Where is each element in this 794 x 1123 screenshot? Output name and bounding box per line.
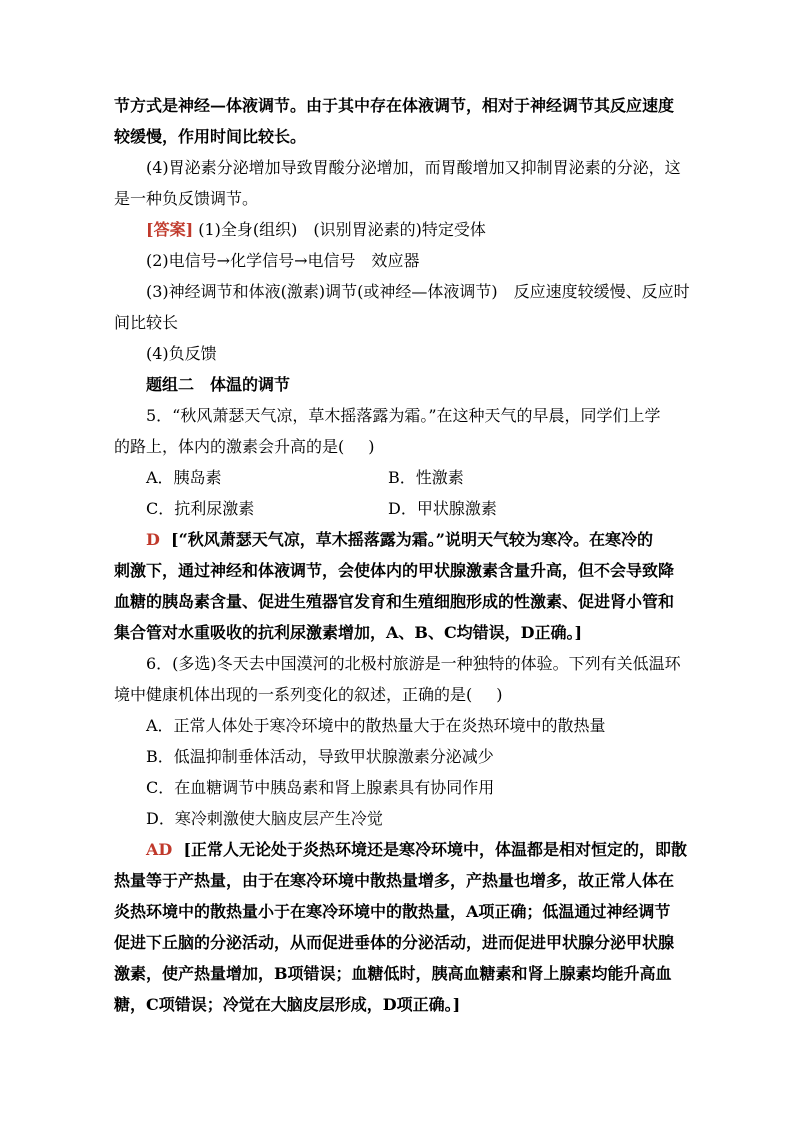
stem-text: ) [496,685,503,704]
explanation-text: [“秋风萧瑟天气凉，草木摇落露为霜。”说明天气较为寒冷。在寒冷的 [171,530,653,549]
explanation-line: 热量等于产热量，由于在寒冷环境中散热量增多，产热量也增多，故正常人体在 [114,871,675,890]
explanation-line: 炎热环境中的散热量小于在寒冷环境中的散热量，A项正确；低温通过神经调节 [114,902,671,921]
text-line: 是一种负反馈调节。 [114,189,259,208]
answer-line: (2)电信号→化学信号→电信号 效应器 [146,251,420,270]
option-a: A．胰岛素 [146,468,222,487]
answer-line: (3)神经调节和体液(激素)调节(或神经—体液调节) 反应速度较缓慢、反应时 [146,282,690,301]
explanation-line: 激素，使产热量增加，B项错误；血糖低时，胰高血糖素和肾上腺素均能升高血 [114,964,672,983]
option-a: A．正常人体处于寒冷环境中的散热量大于在炎热环境中的散热量 [146,716,606,735]
stem-text: ) [368,437,375,456]
answer-line: 间比较长 [114,313,179,332]
explanation-line: 促进下丘脑的分泌活动，从而促进垂体的分泌活动，进而促进甲状腺分泌甲状腺 [114,933,675,952]
explanation-line [146,840,687,860]
text-line: 节方式是神经—体液调节。由于其中存在体液调节，相对于神经调节其反应速度 [114,96,675,115]
explanation-line [146,530,653,550]
answer-line: (4)负反馈 [146,344,217,363]
question-stem: 6．(多选)冬天去中国漠河的北极村旅游是一种独特的体验。下列有关低温环 [146,654,681,673]
question-stem [114,437,375,457]
option-c: C．在血糖调节中胰岛素和肾上腺素具有协同作用 [146,778,495,797]
explanation-line: 糖，C项错误；冷觉在大脑皮层形成，D项正确。] [114,995,461,1014]
explanation-line: 集合管对水重吸收的抗利尿激素增加，A、B、C均错误，D正确。] [114,623,583,642]
question-stem: 5．“秋风萧瑟天气凉，草木摇落露为霜。”在这种天气的早晨，同学们上学 [146,406,661,425]
answer-tag: [答案] [146,220,194,239]
section-title: 题组二 体温的调节 [146,375,291,394]
answer-letter: D [146,530,160,549]
question-stem [114,685,503,705]
option-b: B．低温抑制垂体活动，导致甲状腺激素分泌减少 [146,747,494,766]
stem-text: 境中健康机体出现的一系列变化的叙述，正确的是( [114,685,473,704]
explanation-line: 刺激下，通过神经和体液调节，会使体内的甲状腺激素含量升高，但不会导致降 [114,561,675,580]
option-d: D．寒冷刺激使大脑皮层产生冷觉 [146,809,383,828]
option-c: C．抗利尿激素 [146,499,255,518]
answer-letter: AD [146,840,173,859]
option-d: D．甲状腺激素 [388,499,497,518]
explanation-line: 血糖的胰岛素含量、促进生殖器官发育和生殖细胞形成的性激素、促进肾小管和 [114,592,675,611]
text-line: 较缓慢，作用时间比较长。 [114,127,307,146]
answer-text: (1)全身(组织) (识别胃泌素的)特定受体 [198,220,486,239]
answer-line [146,220,486,240]
option-b: B．性激素 [388,468,464,487]
stem-text: 的路上，体内的激素会升高的是( [114,437,345,456]
explanation-text: [正常人无论处于炎热环境还是寒冷环境中，体温都是相对恒定的，即散 [183,840,688,859]
text-line: (4)胃泌素分泌增加导致胃酸分泌增加，而胃酸增加又抑制胃泌素的分泌，这 [146,158,681,177]
